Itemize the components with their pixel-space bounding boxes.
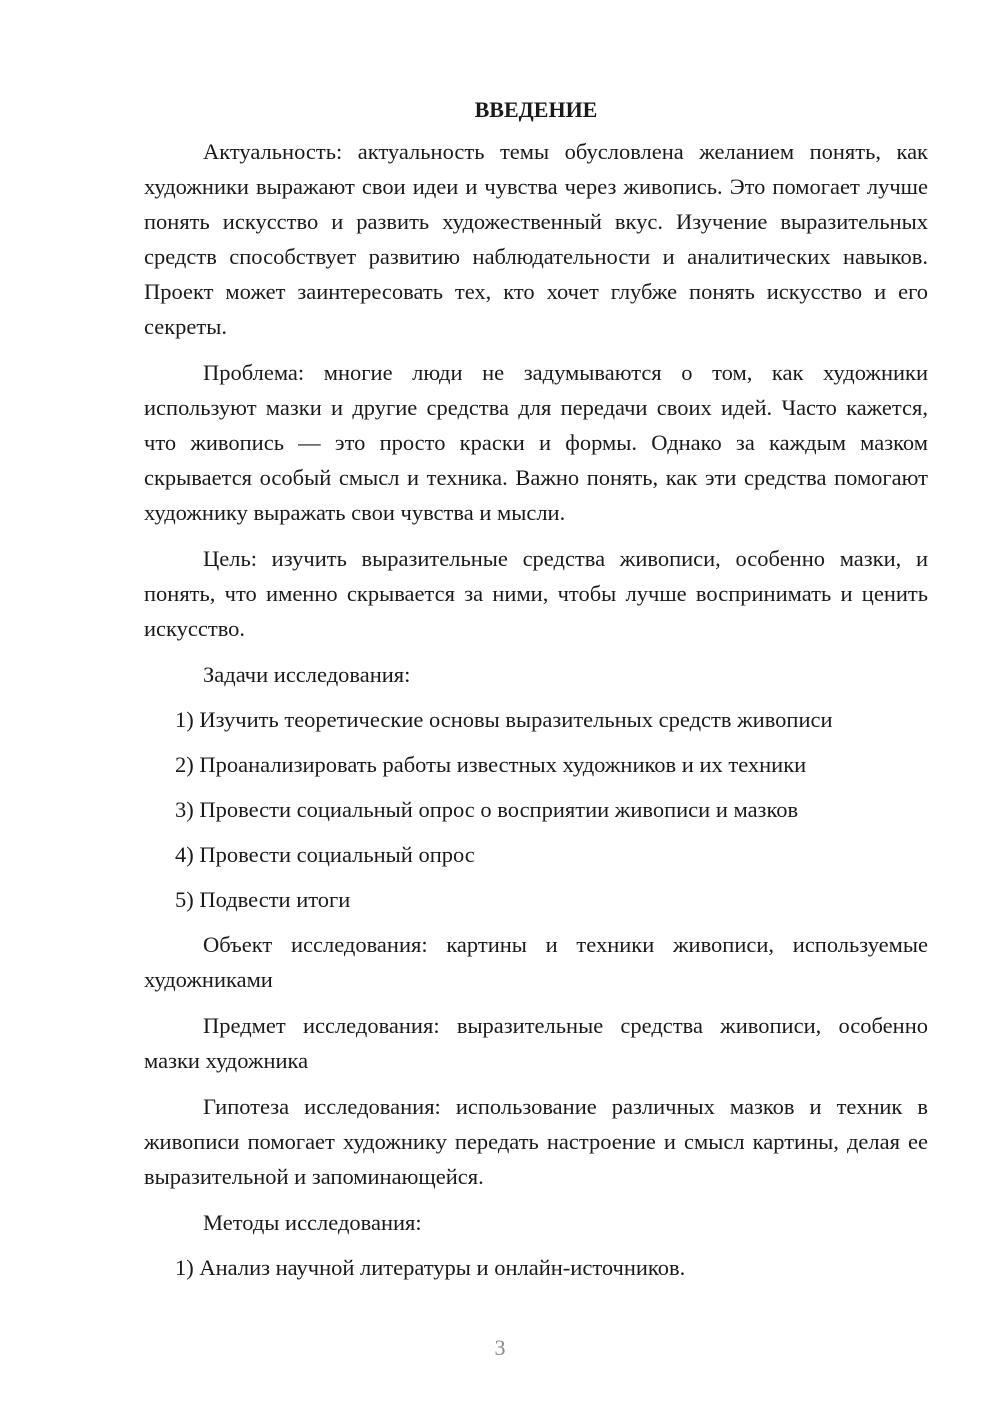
methods-heading: Методы исследования: xyxy=(203,1210,422,1235)
list-item: 1) Изучить теоретические основы выразительных средств живописи xyxy=(175,707,833,732)
subject-paragraph: Предмет исследования: выразительные средства живописи, особенно мазки художника xyxy=(144,1013,928,1073)
problem-paragraph: Проблема: многие люди не задумываются о том, как художники используют мазки и другие средства для передачи своих идей. Часто кажется, что живопись — это просто краски и формы. Однако за каждым мазком скрывается особый смысл и техника. Важно понять, как эти средства помогают художнику выражать свои чувства и мысли. xyxy=(144,360,928,525)
page-title: ВВЕДЕНИЕ xyxy=(474,97,598,122)
tasks-list xyxy=(144,702,928,917)
document-page xyxy=(144,92,928,1295)
goal-paragraph: Цель: изучить выразительные средства живописи, особенно мазки, и понять, что именно скрывается за ними, чтобы лучше воспринимать и ценить искусство. xyxy=(144,546,928,641)
list-item: 4) Провести социальный опрос xyxy=(175,842,475,867)
list-item: 5) Подвести итоги xyxy=(175,887,351,912)
list-item: 3) Провести социальный опрос о восприятии живописи и мазков xyxy=(175,797,799,822)
list-item: 2) Проанализировать работы известных художников и их техники xyxy=(175,752,807,777)
object-paragraph: Объект исследования: картины и техники живописи, используемые художниками xyxy=(144,932,928,992)
hypothesis-paragraph: Гипотеза исследования: использование различных мазков и техник в живописи помогает художнику передать настроение и смысл картины, делая ее выразительной и запоминающейся. xyxy=(144,1094,928,1189)
list-item: 1) Анализ научной литературы и онлайн-источников. xyxy=(175,1255,686,1280)
tasks-heading: Задачи исследования: xyxy=(203,662,411,687)
methods-list xyxy=(144,1250,928,1285)
relevance-paragraph: Актуальность: актуальность темы обусловлена желанием понять, как художники выражают свои идеи и чувства через живопись. Это помогает лучше понять искусство и развить художественный вкус. Изучение выразительных средств способствует развитию наблюдательности и аналитических навыков. Проект может заинтересовать тех, кто хочет глубже понять искусство и его секреты. xyxy=(144,139,928,339)
page-number: 3 xyxy=(494,1335,506,1360)
